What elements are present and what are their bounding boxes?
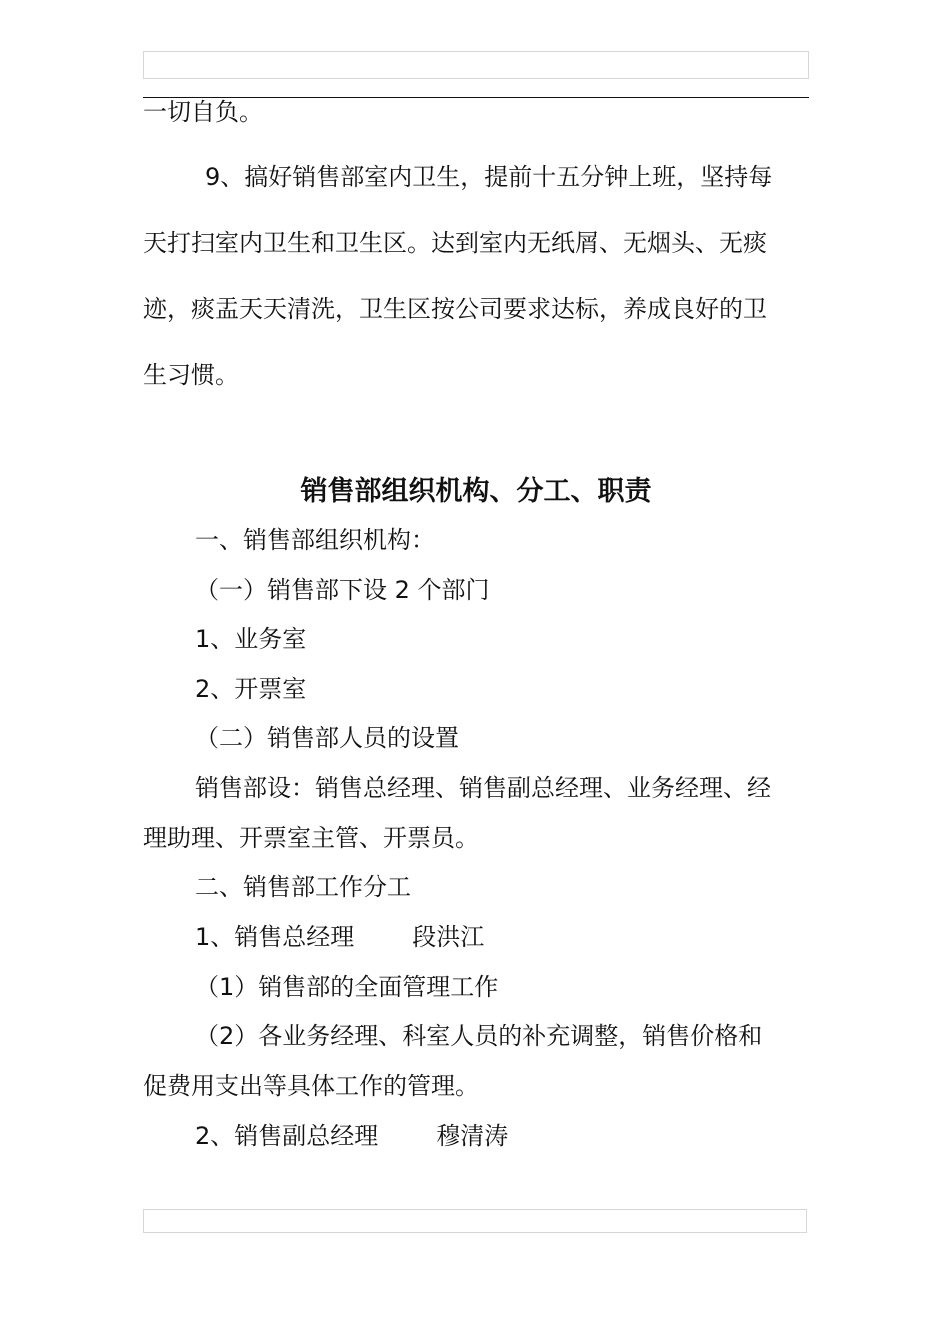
text-line: 迹，痰盂天天清洗，卫生区按公司要求达标，养成良好的卫	[143, 295, 767, 323]
role-label: 2、销售副总经理	[195, 1122, 379, 1150]
text-line	[195, 1120, 809, 1152]
page-header-box	[143, 51, 809, 79]
text-line: 生习惯。	[143, 361, 239, 389]
text-line: 促费用支出等具体工作的管理。	[143, 1072, 479, 1100]
text-line: 天打扫室内卫生和卫生区。达到室内无纸屑、无烟头、无痰	[143, 229, 767, 257]
section-title: 销售部组织机构、分工、职责	[300, 476, 652, 507]
person-name: 段洪江	[412, 923, 485, 951]
text-line	[195, 921, 809, 953]
text-line: （1）销售部的全面管理工作	[195, 973, 499, 1001]
text-line: 9、搞好销售部室内卫生，提前十五分钟上班，坚持每	[205, 163, 773, 191]
text-line: 一、销售部组织机构：	[195, 526, 435, 554]
text-line: 理助理、开票室主管、开票员。	[143, 824, 479, 852]
page-footer-box	[143, 1209, 807, 1233]
text-line: 二、销售部工作分工	[195, 873, 411, 901]
text-line: （2）各业务经理、科室人员的补充调整，销售价格和	[195, 1022, 763, 1050]
person-name: 穆清涛	[436, 1122, 509, 1150]
text-line: 1、业务室	[195, 625, 307, 653]
text-line: 销售部设：销售总经理、销售副总经理、业务经理、经	[195, 774, 771, 802]
text-line: （一）销售部下设 2 个部门	[195, 576, 490, 604]
text-line: （二）销售部人员的设置	[195, 724, 459, 752]
text-line: 2、开票室	[195, 675, 307, 703]
role-label: 1、销售总经理	[195, 923, 355, 951]
text-line: 一切自负。	[143, 98, 263, 126]
